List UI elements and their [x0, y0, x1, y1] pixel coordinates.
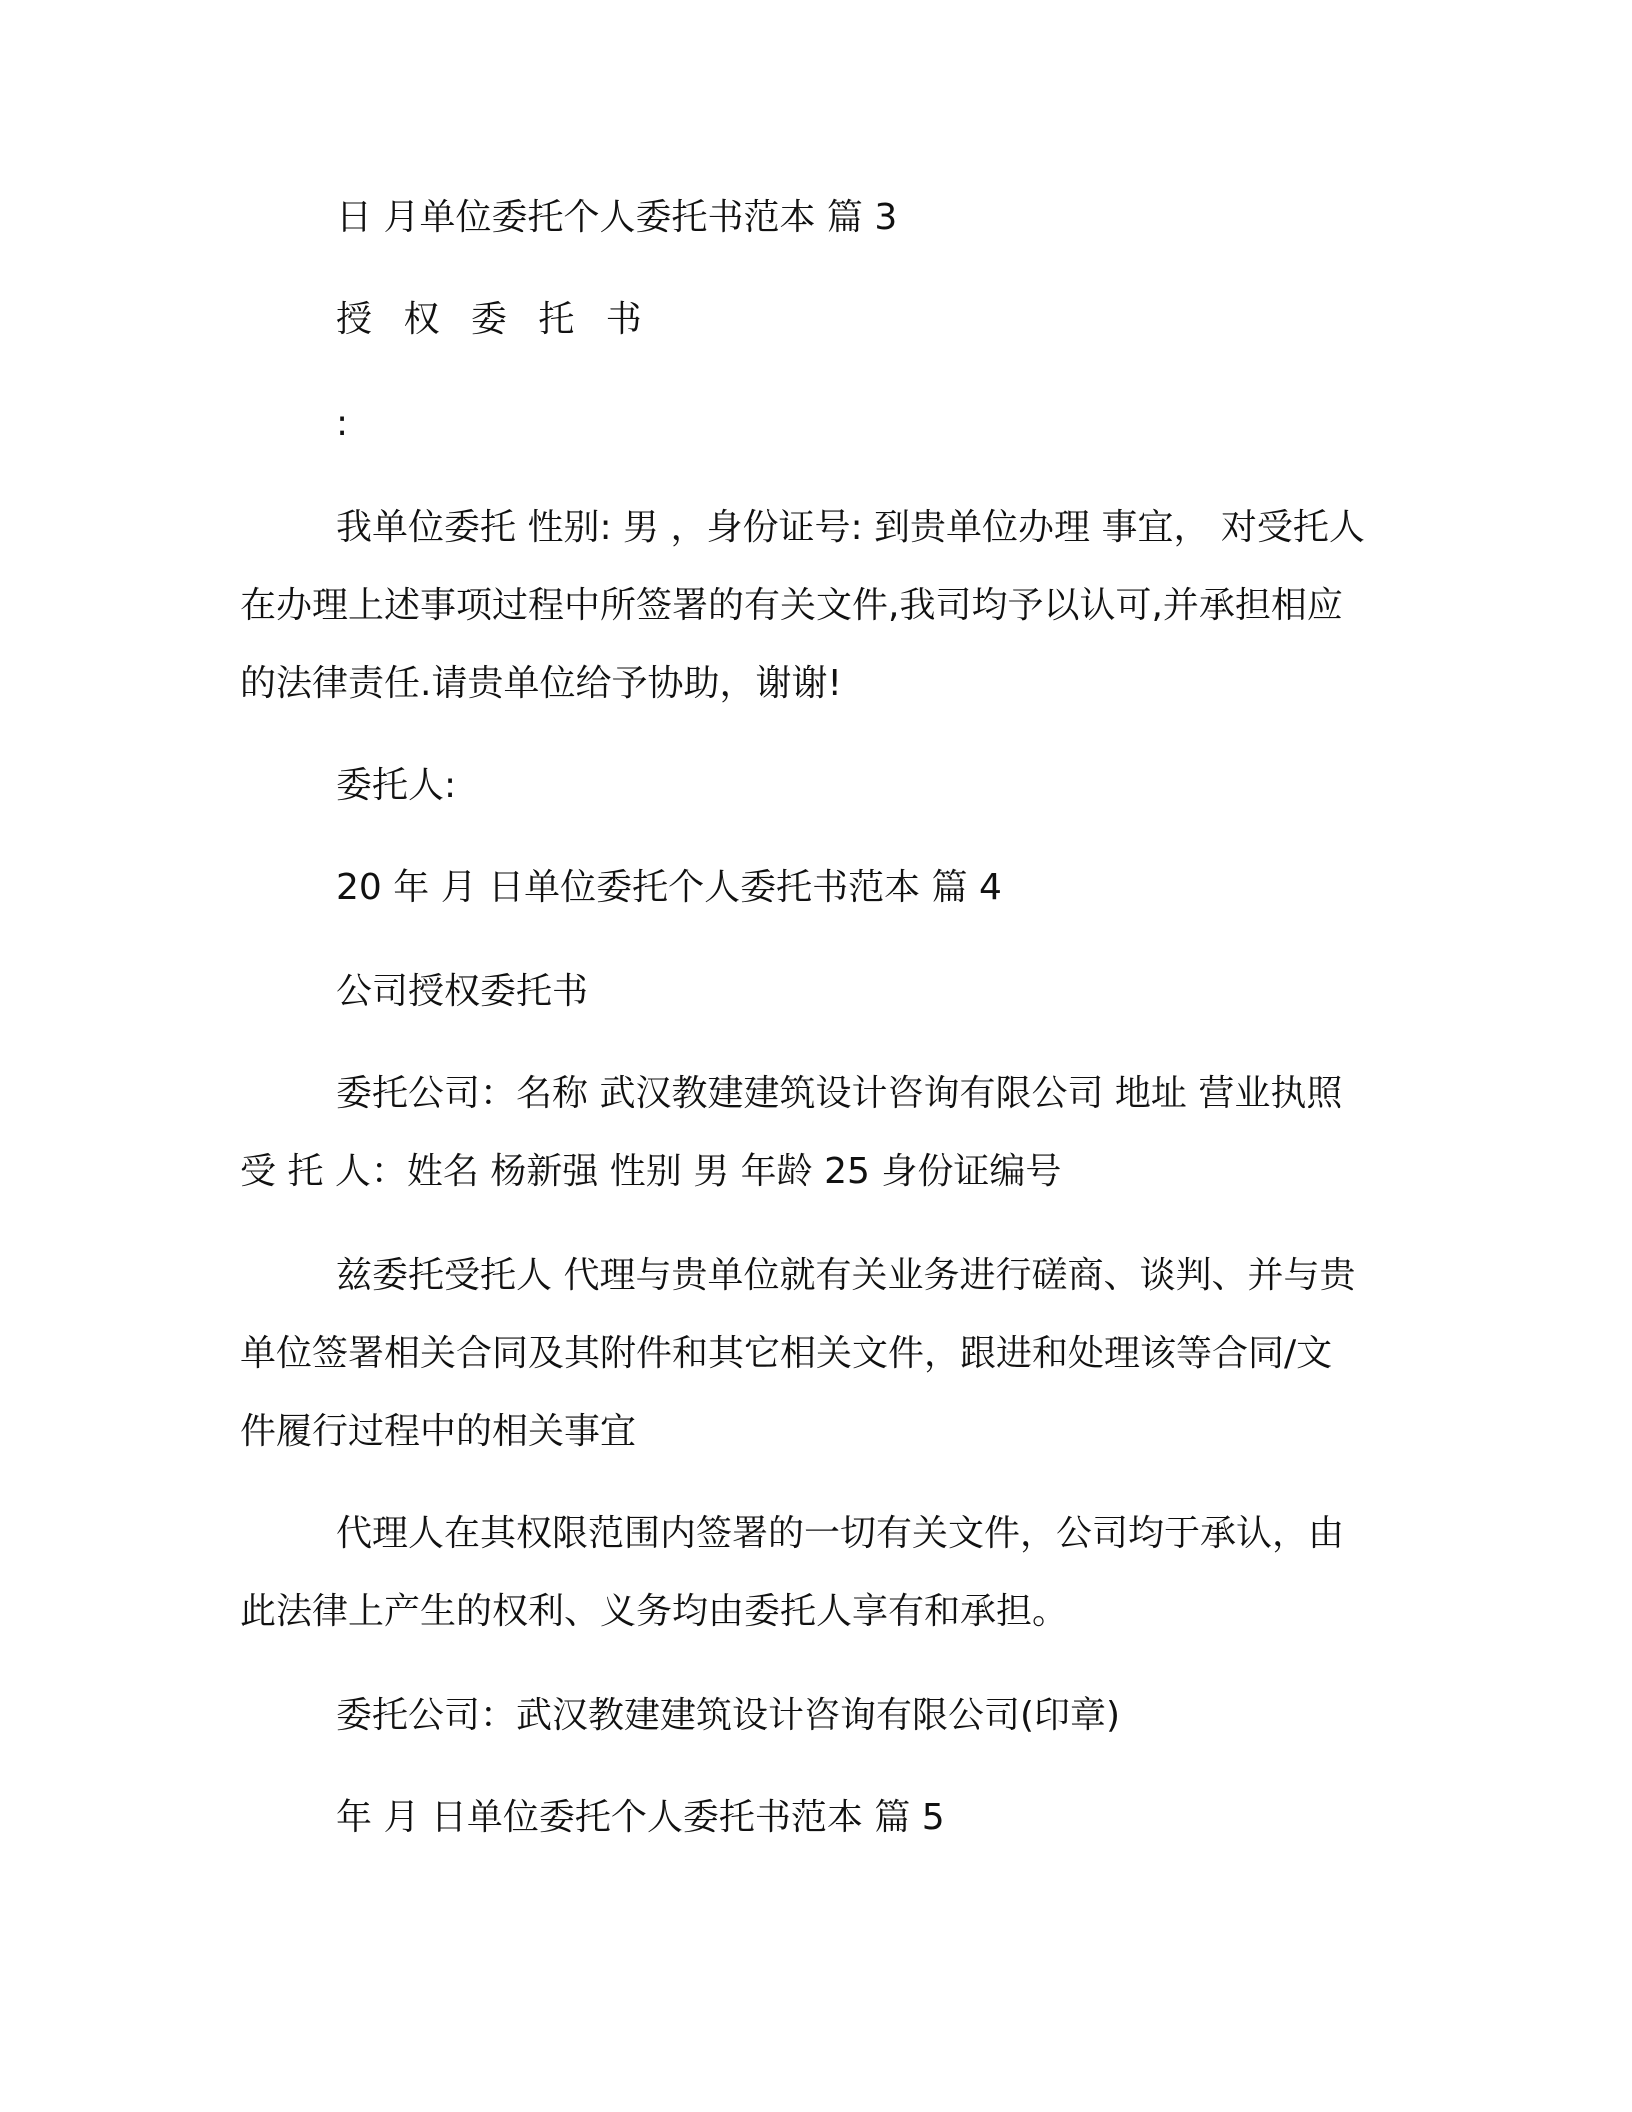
salutation-colon: :	[336, 403, 349, 444]
agent-info-line: 受 托 人：姓名 杨新强 性别 男 年龄 25 身份证编号	[240, 1151, 1062, 1192]
body-paragraph-line: 代理人在其权限范围内签署的一切有关文件，公司均于承认，由	[336, 1513, 1345, 1554]
principal-company-line: 委托公司：名称 武汉教建建筑设计咨询有限公司 地址 营业执照	[336, 1073, 1343, 1114]
title-authorization: 授 权 委 托 书	[336, 299, 652, 340]
body-paragraph-line: 单位签署相关合同及其附件和其它相关文件，跟进和处理该等合同/文	[240, 1333, 1333, 1374]
body-paragraph-line: 我单位委托 性别: 男 ，身份证号: 到贵单位办理 事宜， 对受托人	[336, 507, 1365, 548]
body-paragraph-line: 兹委托受托人 代理与贵单位就有关业务进行磋商、谈判、并与贵	[336, 1255, 1356, 1296]
body-paragraph-line: 件履行过程中的相关事宜	[240, 1411, 637, 1452]
body-paragraph-line: 的法律责任.请贵单位给予协助，谢谢!	[240, 663, 842, 704]
section-heading-3: 日 月单位委托个人委托书范本 篇 3	[336, 197, 898, 238]
principal-label: 委托人:	[336, 765, 457, 806]
body-paragraph-line: 此法律上产生的权利、义务均由委托人享有和承担。	[240, 1591, 1069, 1632]
company-auth-title: 公司授权委托书	[336, 971, 589, 1012]
body-paragraph-line: 在办理上述事项过程中所签署的有关文件,我司均予以认可,并承担相应	[240, 585, 1343, 626]
section-heading-5: 年 月 日单位委托个人委托书范本 篇 5	[336, 1797, 945, 1838]
principal-company-seal-line: 委托公司：武汉教建建筑设计咨询有限公司(印章)	[336, 1695, 1121, 1736]
section-heading-4: 20 年 月 日单位委托个人委托书范本 篇 4	[336, 867, 1002, 908]
